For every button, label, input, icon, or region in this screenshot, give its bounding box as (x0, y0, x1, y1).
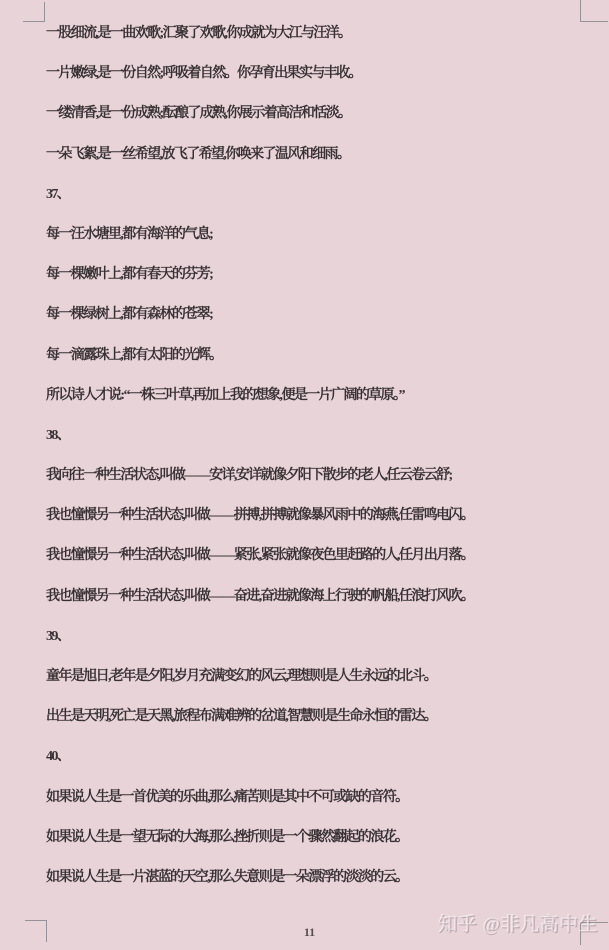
paragraph-line: 一缕清香,是一份成熟;酝酿了成熟,你展示着高洁和恬淡。 (46, 106, 351, 122)
paragraph-line: 所以诗人才说:“一株三叶草,再加上我的想象,便是一片广阔的草原。” (46, 387, 404, 403)
paragraph-line: 我向往一种生活状态,叫做——安详,安详就像夕阳下散步的老人,任云卷云舒; (46, 468, 452, 484)
paragraph-line: 一片嫩绿,是一份自然;呼吸着自然。你孕育出果实与丰收。 (46, 66, 361, 82)
crop-mark-bottom-left-horizontal (25, 920, 46, 921)
paragraph-line: 如果说人生是一首优美的乐曲,那么痛苦则是其中不可或缺的音符。 (46, 789, 408, 805)
paragraph-line: 出生是天明,死亡是天黑,旅程布满难辨的岔道,智慧则是生命永恒的雷达。 (46, 709, 437, 725)
section-number: 38、 (46, 427, 70, 443)
section-number: 39、 (46, 628, 70, 644)
paragraph-line: 一股细流,是一曲欢歌;汇聚了欢歌,你成就为大江与汪洋。 (46, 26, 351, 41)
crop-mark-top-left-horizontal (23, 21, 45, 22)
paragraph-line: 如果说人生是一片湛蓝的天空,那么失意则是一朵漂浮的淡淡的云。 (46, 869, 408, 885)
paragraph-line: 我也憧憬另一种生活状态,叫做——拼搏,拼搏就像暴风雨中的海燕,任雷鸣电闪。 (46, 508, 474, 524)
paragraph-line: 每一棵嫩叶上,都有春天的芬芳; (46, 267, 213, 283)
paragraph-line: 如果说人生是一望无际的大海,那么挫折则是一个骤然翻起的浪花。 (46, 829, 408, 845)
crop-mark-top-left-vertical (44, 2, 45, 21)
section-number: 37、 (46, 186, 70, 202)
paragraph-line: 每一滴露珠上,都有太阳的光辉。 (46, 347, 222, 363)
paragraph-line: 一朵飞絮,是一丝希望,放飞了希望,你唤来了温风和细雨。 (46, 146, 350, 162)
paragraph-line: 每一汪水塘里,都有海洋的气息; (46, 226, 213, 242)
paragraph-line: 我也憧憬另一种生活状态,叫做——奋进,奋进就像海上行驶的帆船,任浪打风吹。 (46, 588, 474, 604)
document-body (46, 14, 586, 898)
paragraph-line: 每一棵绿树上,都有森林的苍翠; (46, 307, 213, 323)
paragraph-line: 童年是旭日,老年是夕阳,岁月充满变幻的风云,理想则是人生永远的北斗。 (46, 669, 437, 684)
page-number: 11 (303, 925, 316, 939)
paragraph-line: 我也憧憬另一种生活状态,叫做——紧张,紧张就像夜色里赶路的人,任月出月落。 (46, 548, 474, 564)
section-number: 40、 (46, 749, 70, 765)
zhihu-watermark: 知乎 @非凡高中生 (438, 914, 598, 935)
